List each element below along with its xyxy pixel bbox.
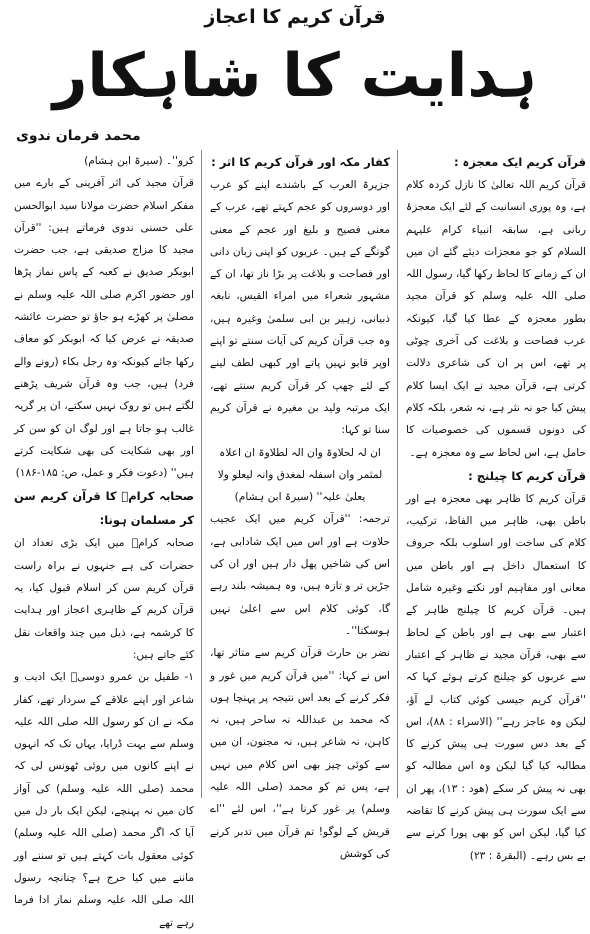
paragraph: ترجمہ: ''قرآن کریم میں ایک عجیب حلاوت ہے اور اس میں ایک شادابی ہے، اس کی شاخیں پھل دار ہیں اور ان کی جڑیں تر و تازہ ہیں، وہ ہمیشہ بلند رہے گا، کوئی کلام اس سے اعلیٰ نہیں ہوسکتا''۔ xyxy=(210,513,390,637)
section-heading: کفار مکہ اور قرآن کریم کا اثر : xyxy=(211,155,390,169)
paragraph: جزیرۃ العرب کے باشندے اپنے کو عرب اور دوسروں کو عجم کہتے تھے، عرب کے معنی فصیح و بلیغ اور عجم کے معنی گونگے کے ہیں۔ عربوں کو اپنی زبان دانی اور فصاحت و بلاغت پر بڑا ناز تھا، ان کے مشہور شعراء میں امراء القیس، نابغہ ذبیانی، زہیر بن ابی سلمیٰ وغیرہ ہیں، وہ جب قرآن کریم کی آیات سنتے تو اپنے اوپر قابو نہیں پاتے اور کبھی لطف لینے کے لئے چھپ کر قرآن کریم سنتے تھے، ایک مرتبہ ولید بن مغیرہ نے قرآن کریم سنا تو کہا: xyxy=(210,179,390,437)
paragraph: قرآن کریم کا ظاہر بھی معجزہ ہے اور باطن بھی، ظاہر میں الفاظ، ترکیب، کلام کی ساخت اور اسلوب بلکہ حروف کا استعمال داخل ہے اور باطن میں معانی اور مفاہیم اور نکتے وغیرہ شامل ہیں۔ قرآن کریم کا چیلنج ظاہر کے اعتبار سے بھی ہے اور باطن کے لحاظ سے بھی، قرآن مجید نے ظاہر کے اعتبار سے عربوں کو چیلنج کرتے ہوئے کہا کہ ''قرآن کریم جیسی کوئی کتاب لے آؤ، لیکن وہ عاجز رہے'' (الاسراء : ۸۸)، اس کے بعد دس سورت ہی پیش کرنے کا مطالبہ کیا گیا لیکن وہ اس مطالبہ کو بھی نہ پیش کر سکے (ھود : ۱۳)، پھر ان سے ایک سورت ہی پیش کرنے کا تقاضہ کیا گیا، لیکن اس کو بھی پورا کرنے سے بے بس رہے۔ (البقرۃ : ۲۳) xyxy=(406,492,587,862)
column-right xyxy=(406,150,587,862)
column-middle xyxy=(210,150,390,860)
column-left xyxy=(14,150,194,929)
paragraph: ۱- طفیل بن عمرو دوسیؓ ایک ادیب و شاعر اور اپنے علاقے کے سردار تھے، کفار مکہ نے ان کو رسول اللہ صلی اللہ علیہ وسلم سے بہت ڈرایا، یہاں تک کہ انہوں نے اپنے کانوں میں روئی ٹھونس لی کہ محمد (صلی اللہ علیہ وسلم) کی آواز کان میں نہ پہنچے، لیکن ایک بار دل میں آیا کہ اگر محمد (صلی اللہ علیہ وسلم) کوئی معقول بات کہتے ہیں تو سننے اور ماننے میں کیا حرج ہے؟ چنانچہ رسول اللہ صلی اللہ علیہ وسلم نماز ادا فرما رہے تھے xyxy=(14,671,194,929)
article-columns xyxy=(6,150,587,929)
paragraph: قرآن کریم اللہ تعالیٰ کا نازل کردہ کلام ہے، وہ پوری انسانیت کے لئے ایک معجزۂ ربانی ہے، سابقہ انبیاء کرام علیہم السلام کو جو معجزات دیئے گئے ان میں ان کے زمانے کا لحاظ رکھا گیا، رسول اللہ صلی اللہ علیہ وسلم کو قرآن مجید بطور معجزہ کے عطا کیا گیا، کیونکہ عرب فصاحت و بلاغت کی آخری چوٹی پر تھے، اس پر ان کی شاعری دلالت کرتی ہے، قرآن مجید نے ایک ایسا کلام پیش کیا جو نہ نثر ہے، نہ شعر، بلکہ کلام کی دونوں قسموں کی خصوصیات کا حامل ہے، اس لحاظ سے وہ معجزہ ہے۔ xyxy=(406,179,586,459)
article-headline: ہدایت کا شاہکار xyxy=(52,41,538,111)
column-divider xyxy=(397,150,398,798)
article-kicker: قرآن کریم کا اعجاز xyxy=(204,6,386,28)
section-heading: قرآن کریم کا چیلنج : xyxy=(468,468,586,483)
article-byline: محمد فرمان ندوی xyxy=(16,128,141,144)
section-heading: قرآن کریم ایک معجزہ : xyxy=(453,155,586,169)
paragraph: کرو''۔ (سیرۃ ابن ہشام) xyxy=(84,155,194,167)
paragraph: قرآن مجید کی اثر آفرینی کے بارے میں مفکر اسلام حضرت مولانا سید ابوالحسن علی حسنی ندوی فرماتے ہیں: ''قرآن مجید کا مزاج صدیقی ہے، جب حضرت ابوبکر صدیق نے کعبہ کے پاس نماز پڑھا اور حضور اکرم صلی اللہ علیہ وسلم نے مصلیٰ پر کھڑے ہو جاؤ تو حضرت عائشہ صدیقہ نے عرض کیا کہ ابوبکر کو معاف رکھا جائے کیونکہ وہ رجل بکاء (رونے والے فرد) ہیں، جب وہ قرآن شریف پڑھنے لگتے ہیں تو روک نہیں سکتے، ان پر گریہ غالب ہو جاتا ہے اور لوگ ان کو سن کر اور بھی شکایت کی بھی شکایت کرتے ہیں'' (دعوت فکر و عمل، ص: ۱۸۵-۱۸۶) xyxy=(14,177,194,480)
arabic-quote: ان لہ لحلاوۃ وان الہ لطلاوۃ ان اعلاہ لمثمر وان اسفلہ لمغدق وانہ لیعلو ولا یعلیٰ علیہ'' (سیرۃ ابن ہشام) xyxy=(217,446,383,504)
paragraph: صحابہ کرامؓ میں ایک بڑی تعداد ان حضرات کی ہے جنہوں نے براہ راست قرآن کریم سن کر اسلام قبول کیا، یہ قرآن کریم کے ظاہری اعجاز اور ہدایت کا کرشمہ ہے، ذیل میں چند واقعات نقل کئے جاتے ہیں: xyxy=(14,537,194,661)
column-divider xyxy=(201,150,202,798)
paragraph: نضر بن حارث قرآن کریم سے متاثر تھا، اس نے کہا: ''میں قرآن کریم میں غور و فکر کرنے کے بعد اس نتیجہ پر پہنچا ہوں کہ محمد بن عبداللہ نہ ساحر ہیں، نہ کاہن، نہ شاعر ہیں، نہ مجنون، ان میں سے کوئی چیز بھی اس کلام میں نہیں ہے، پس تم کو محمد (صلی اللہ علیہ وسلم) پر غور کرنا ہے''، اس لئے ''اے قریش کے لوگو! تم قرآن میں تدبر کرنے کی کوشش xyxy=(210,647,390,860)
section-heading: صحابہ کرامؓ کا قرآن کریم سن کر مسلمان ہونا: xyxy=(14,489,194,528)
